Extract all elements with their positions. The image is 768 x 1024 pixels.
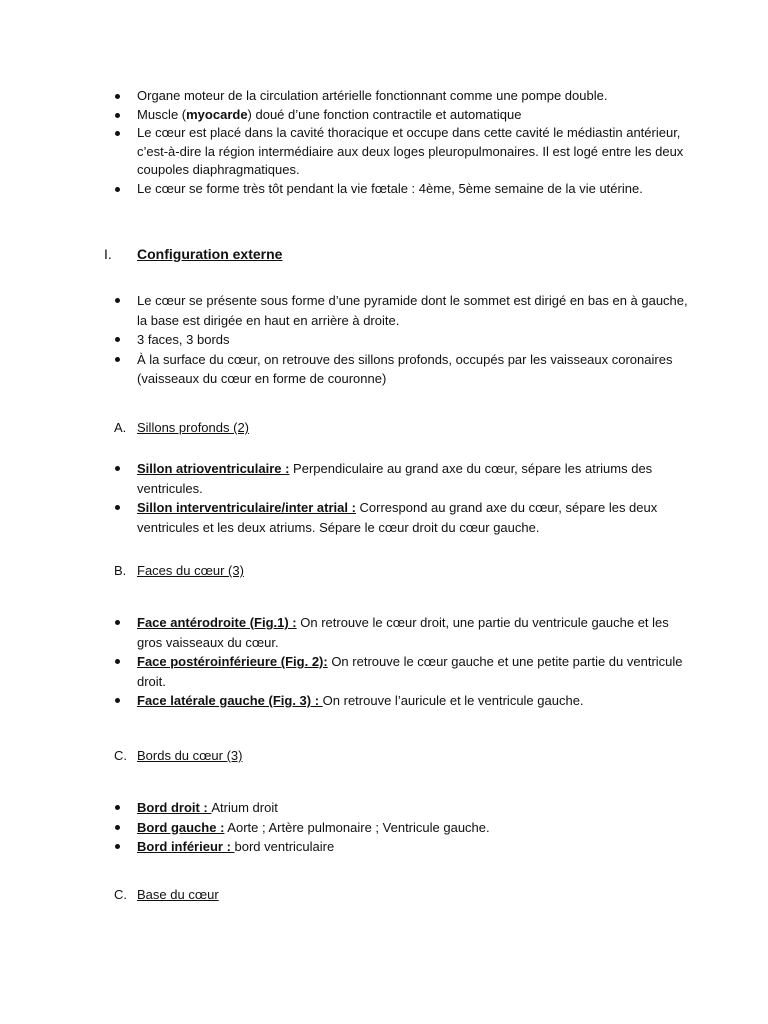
subheading-letter: A. (114, 420, 127, 435)
list-item (0, 613, 768, 652)
bullet-text: Le cœur se présente sous forme d’une pyramide dont le sommet est dirigé en bas en à gauche, la base est dirigée en haut en arrière à droite. (137, 293, 688, 328)
bullet-bold: myocarde (186, 106, 248, 122)
term-description: On retrouve le cœur droit, une partie du ventricule gauche et les gros vaisseaux du cœur. (137, 615, 669, 650)
term-label: Face latérale gauche (Fig. 3) : (137, 693, 323, 708)
bords-list (0, 798, 768, 857)
list-item (0, 652, 768, 691)
term-description: On retrouve le cœur gauche et une petite partie du ventricule droit. (137, 654, 683, 689)
bullet-text: 3 faces, 3 bords (137, 332, 230, 347)
list-item (0, 350, 768, 389)
term-label: Bord gauche : (137, 819, 225, 835)
bullet-text: ) doué d’une fonction contractile et automatique (247, 106, 522, 122)
list-item (0, 180, 768, 199)
section1-list (0, 291, 768, 389)
list-item (0, 330, 768, 350)
list-item (0, 498, 768, 537)
term-description: Correspond au grand axe du cœur, sépare les deux ventricules et les deux atriums. Sépare le cœur droit du cœur gauche. (137, 500, 658, 535)
list-item (0, 798, 768, 818)
term-label: Sillon interventriculaire/inter atrial : (137, 500, 356, 515)
faces-list (0, 613, 768, 711)
bullet-text: Muscle ( (137, 106, 187, 122)
term-description: On retrouve l’auricule et le ventricule gauche. (322, 693, 584, 708)
section-number: I. (104, 246, 112, 262)
list-item (0, 818, 768, 838)
term-description: bord ventriculaire (234, 839, 335, 854)
bullet-text: Le cœur se forme très tôt pendant la vie fœtale : 4ème, 5ème semaine de la vie utérine. (137, 180, 643, 196)
subheading-letter: C. (114, 887, 127, 902)
list-item (0, 691, 768, 711)
subheading-title: Bords du cœur (3) (137, 748, 243, 763)
bullet-text: Le cœur est placé dans la cavité thoracique et occupe dans cette cavité le médiastin antérieur, c’est-à-dire la région intermédiaire aux deux loges pleuropulmonaires. Il est logé entre les deux coupoles diaphragmatiques. (137, 125, 684, 177)
bullet-text: Organe moteur de la circulation artérielle fonctionnant comme une pompe double. (137, 88, 608, 103)
list-item (0, 291, 768, 330)
term-description: Atrium droit (211, 800, 278, 815)
subheading-title: Faces du cœur (3) (137, 563, 244, 578)
list-item (0, 106, 768, 125)
list-item (0, 87, 768, 106)
term-description: Aorte ; Artère pulmonaire ; Ventricule gauche. (224, 819, 490, 835)
intro-list (0, 87, 768, 198)
list-item (0, 837, 768, 857)
list-item (0, 124, 768, 180)
term-label: Bord inférieur : (137, 839, 235, 854)
subheading-letter: C. (114, 748, 127, 763)
sillons-list (0, 459, 768, 537)
term-label: Face antérodroite (Fig.1) : (137, 615, 297, 630)
term-label: Sillon atrioventriculaire : (137, 461, 290, 476)
term-description: Perpendiculaire au grand axe du cœur, sépare les atriums des ventricules. (137, 461, 653, 496)
subheading-letter: B. (114, 563, 127, 578)
subheading-title: Sillons profonds (2) (137, 420, 249, 435)
term-label: Face postéroinférieure (Fig. 2): (137, 654, 328, 669)
section-title: Configuration externe (137, 246, 283, 262)
subheading-title: Base du cœur (137, 887, 219, 902)
term-label: Bord droit : (137, 800, 212, 815)
bullet-text: À la surface du cœur, on retrouve des sillons profonds, occupés par les vaisseaux coronaires (vaisseaux du cœur en forme de couronne) (137, 351, 673, 386)
list-item (0, 459, 768, 498)
